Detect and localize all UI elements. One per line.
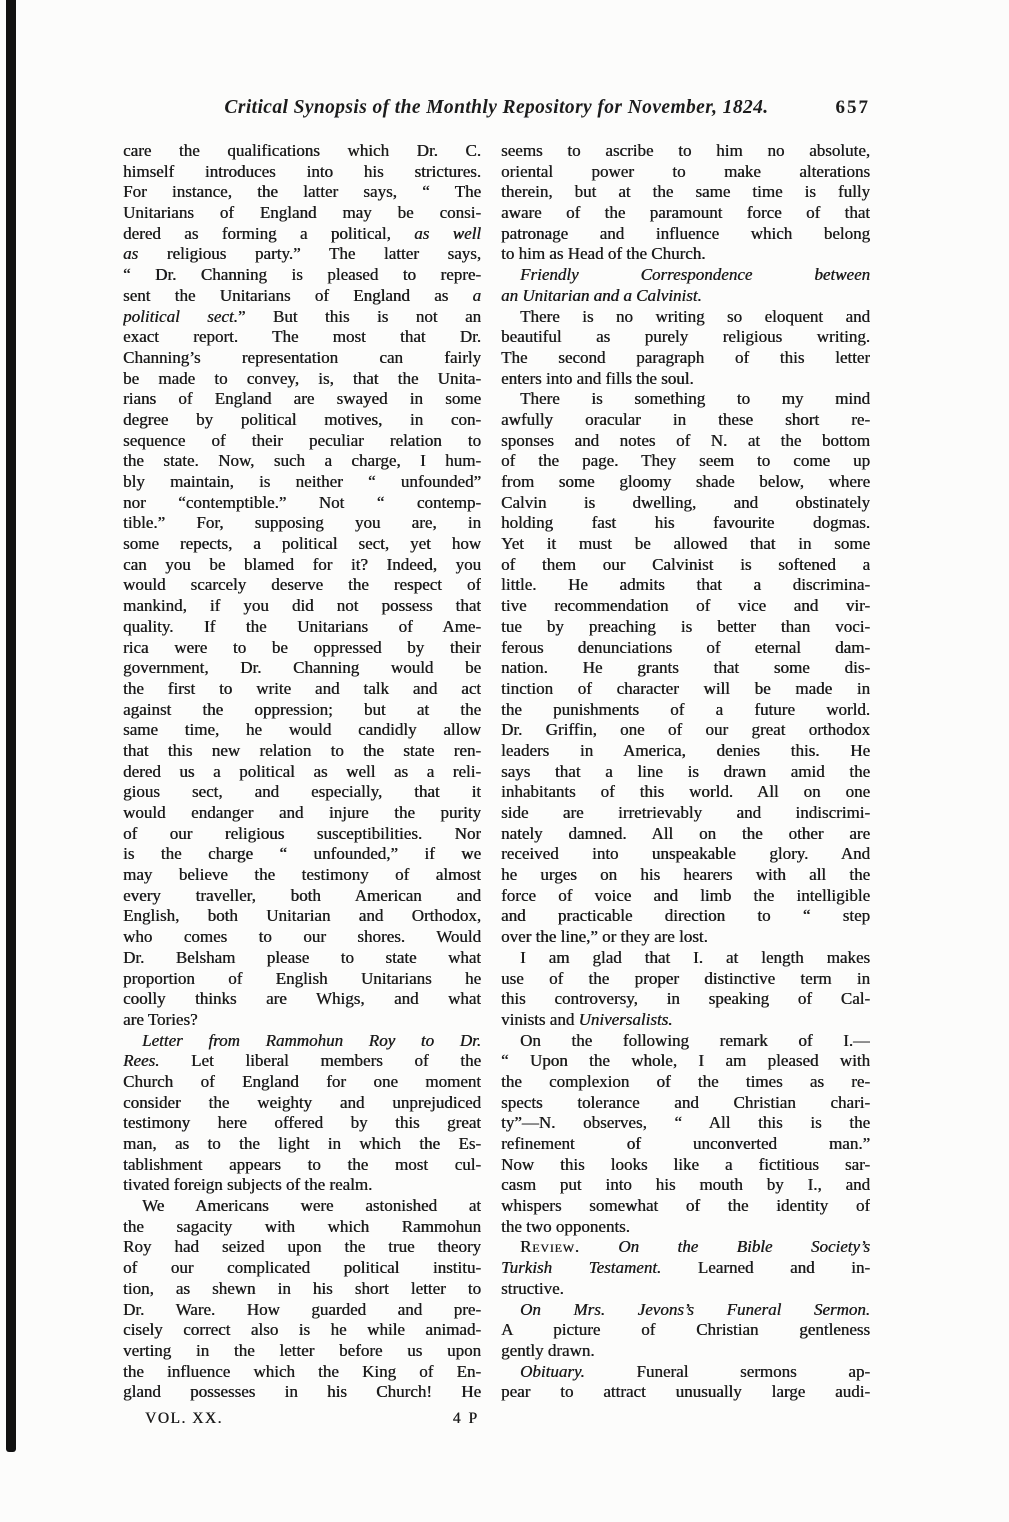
text-line: received into unspeakable glory. And [501, 844, 870, 864]
text-line: Unitarians of England may be consi- [123, 203, 481, 223]
text-line: against the oppression; but at the [123, 699, 481, 719]
text-line: the influence which the King of En- [123, 1361, 481, 1381]
text-line: who comes to our shores. Would [123, 927, 481, 947]
text-line: the first to write and talk and act [123, 678, 481, 698]
text-line: holding fast his favourite dogmas. [501, 513, 870, 533]
text-line: exact report. The most that Dr. [123, 327, 481, 347]
text-line: every traveller, both American and [123, 885, 481, 905]
text-line: Yet it must be allowed that in some [501, 534, 870, 554]
text-line: as religious party.” The latter says, [123, 244, 481, 264]
text-line: tablishment appears to the most cul- [123, 1154, 481, 1174]
text-line: use of the proper distinctive term in [501, 968, 870, 988]
text-line: bly maintain, is neither “ unfounded” [123, 472, 481, 491]
text-line: nor “contemptible.” Not “ contemp- [123, 492, 481, 512]
text-line: oriental power to make alterations [501, 161, 870, 181]
text-line: Dr. Belsham please to state what [123, 947, 481, 967]
text-line: enters into and fills the soul. [501, 368, 694, 388]
text-line: force of voice and limb the intelligible [501, 885, 870, 905]
text-line: the punishments of a future world. [501, 699, 870, 719]
right-column [501, 141, 870, 1430]
text-line: tive recommendation of vice and vir- [501, 596, 870, 616]
text-columns [123, 141, 870, 1430]
text-line: gently drawn. [501, 1340, 595, 1360]
text-line: ty”—N. observes, “ All this is the [501, 1113, 870, 1133]
text-line: Obituary. Funeral sermons ap- [520, 1361, 870, 1381]
text-line: patronage and influence which belong [501, 223, 870, 243]
text-line: sent the Unitarians of England as a [123, 285, 481, 305]
text-line: English, both Unitarian and Orthodox, [123, 906, 481, 926]
text-line: man, as to the light in which the Es- [123, 1134, 481, 1153]
text-line: the two opponents. [501, 1216, 630, 1236]
text-line: sponses and notes of N. at the bottom [501, 430, 870, 450]
text-line: of the page. They seem to come up [501, 451, 870, 471]
text-line: For instance, the latter says, “ The [123, 182, 481, 202]
text-line: nately damned. All on the other are [501, 823, 870, 843]
text-line: consider the weighty and unprejudiced [123, 1092, 481, 1112]
text-line: Turkish Testament. Learned and in- [501, 1258, 870, 1278]
text-line: ferous denunciations of eternal dam- [501, 637, 870, 657]
text-line: rians of England are swayed in some [123, 389, 481, 409]
text-line: There is something to my mind [520, 389, 870, 409]
text-line: rica were to be oppressed by their [123, 637, 481, 657]
text-line: casm put into his mouth by I., and [501, 1175, 870, 1195]
text-line: Channing’s representation can fairly [123, 347, 481, 367]
document-page [123, 0, 870, 1522]
left-column [123, 141, 481, 1430]
text-line: would scarcely deserve the respect of [123, 575, 481, 595]
text-line: dered as forming a political, as well [123, 223, 481, 243]
text-line: On the following remark of I.— [520, 1030, 870, 1050]
volume-label: VOL. XX. [145, 1409, 223, 1427]
text-line: verting in the letter before us upon [123, 1340, 481, 1360]
text-line: the state. Now, such a charge, I hum- [123, 451, 481, 471]
text-line: On Mrs. Jevons’s Funeral Sermon. [520, 1299, 870, 1319]
text-line: that this new relation to the state ren- [123, 740, 481, 760]
text-line: Roy had seized upon the true theory [123, 1237, 481, 1257]
text-line: therein, but at the same time is fully [501, 182, 870, 202]
text-line: little. He admits that a discrimina- [501, 575, 870, 595]
text-line: awfully oracular in these short re- [501, 409, 870, 429]
text-line: government, Dr. Channing would be [123, 658, 481, 678]
text-line: structive. [501, 1278, 564, 1298]
text-line: sequence of their peculiar relation to [123, 430, 481, 450]
text-line: Dr. Griffin, one of our great orthodox [501, 720, 870, 740]
text-line: proportion of English Unitarians he [123, 968, 481, 988]
signature-mark: 4 P [452, 1409, 479, 1427]
text-line: I am glad that I. at length makes [520, 947, 870, 967]
text-line: himself introduces into his strictures. [123, 161, 481, 181]
text-line: Church of England for one moment [123, 1071, 481, 1091]
text-line: tinction of character will be made in [501, 678, 870, 698]
text-line: to him as Head of the Church. [501, 244, 706, 264]
text-line: beautiful as purely religious writing. [501, 327, 870, 347]
text-line: is the charge “ unfounded,” if we [123, 844, 481, 864]
text-line: care the qualifications which Dr. C. [123, 141, 481, 160]
text-line: tue by preaching is better than voci- [501, 616, 870, 636]
text-line: Rees. Let liberal members of the [123, 1051, 481, 1071]
text-line: Letter from Rammohun Roy to Dr. [142, 1030, 481, 1050]
text-line: side are irretrievably and indiscrimi- [501, 803, 870, 822]
text-line: quality. If the Unitarians of Ame- [123, 616, 481, 636]
text-line: We Americans were astonished at [142, 1196, 481, 1216]
text-line: over the line,” or they are lost. [501, 927, 708, 947]
text-line: “ Upon the whole, I am pleased with [501, 1051, 870, 1071]
text-line: and practicable direction to “ step [501, 906, 870, 926]
text-line: aware of the paramount force of that [501, 203, 870, 223]
text-line: Dr. Ware. How guarded and pre- [123, 1299, 481, 1319]
text-line: vinists and Universalists. [501, 1009, 673, 1029]
text-line: coolly thinks are Whigs, and what [123, 989, 481, 1009]
text-line: pear to attract unusually large audi- [501, 1382, 870, 1402]
text-line: from some gloomy shade below, where [501, 472, 870, 491]
text-line: nation. He grants that some dis- [501, 658, 870, 678]
text-line: says that a line is drawn amid the [501, 761, 870, 781]
scan-gutter-shadow [6, 0, 16, 1452]
text-line: of our religious susceptibilities. Nor [123, 823, 481, 843]
text-line: gland possesses in his Church! He [123, 1382, 481, 1402]
text-line: this controversy, in speaking of Cal- [501, 989, 870, 1009]
text-line: The second paragraph of this letter [501, 347, 870, 367]
text-line: gious sect, and especially, that it [123, 782, 481, 802]
page-footer [123, 1409, 481, 1430]
text-line: can you be blamed for it? Indeed, you [123, 554, 481, 574]
text-line: testimony here offered by this great [123, 1113, 481, 1133]
text-line: he urges on his hearers with all the [501, 865, 870, 885]
page-header [123, 92, 870, 124]
text-line: degree by political motives, in con- [123, 409, 481, 429]
text-line: Review. On the Bible Society’s [520, 1237, 870, 1257]
text-line: Friendly Correspondence between [520, 265, 870, 285]
text-line: an Unitarian and a Calvinist. [501, 285, 702, 305]
text-line: seems to ascribe to him no absolute, [501, 141, 870, 160]
text-line: are Tories? [123, 1009, 198, 1029]
text-line: the complexion of the times as re- [501, 1071, 870, 1091]
text-line: of them our Calvinist is softened a [501, 554, 870, 574]
text-line: of our complicated political institu- [123, 1258, 481, 1278]
page-number: 657 [835, 97, 870, 118]
text-line: mankind, if you did not possess that [123, 596, 481, 616]
text-line: would endanger and injure the purity [123, 803, 481, 822]
text-line: political sect.” But this is not an [123, 306, 481, 326]
text-line: leaders in America, denies this. He [501, 740, 870, 760]
text-line: There is no writing so eloquent and [520, 306, 870, 326]
text-line: be made to convey, is, that the Unita- [123, 368, 481, 388]
text-line: some repects, a political sect, yet how [123, 534, 481, 554]
text-line: tible.” For, supposing you are, in [123, 513, 481, 533]
text-line: whispers somewhat of the identity of [501, 1196, 870, 1216]
text-line: refinement of unconverted man.” [501, 1134, 870, 1153]
running-title: Critical Synopsis of the Monthly Repository for November, 1824. [224, 97, 769, 118]
text-line: cisely correct also is he while animad- [123, 1320, 481, 1340]
text-line: dered us a political as well as a reli- [123, 761, 481, 781]
text-line: inhabitants of this world. All on one [501, 782, 870, 802]
text-line: “ Dr. Channing is pleased to repre- [123, 265, 481, 285]
text-line: the sagacity with which Rammohun [123, 1216, 481, 1236]
text-line: tion, as shewn in his short letter to [123, 1278, 481, 1298]
text-line: tivated foreign subjects of the realm. [123, 1175, 373, 1195]
text-line: Now this looks like a fictitious sar- [501, 1154, 870, 1174]
text-line: A picture of Christian gentleness [501, 1320, 870, 1340]
text-line: may believe the testimony of almost [123, 865, 481, 885]
text-line: spects tolerance and Christian chari- [501, 1092, 870, 1112]
text-line: Calvin is dwelling, and obstinately [501, 492, 870, 512]
text-line: same time, he would candidly allow [123, 720, 481, 740]
